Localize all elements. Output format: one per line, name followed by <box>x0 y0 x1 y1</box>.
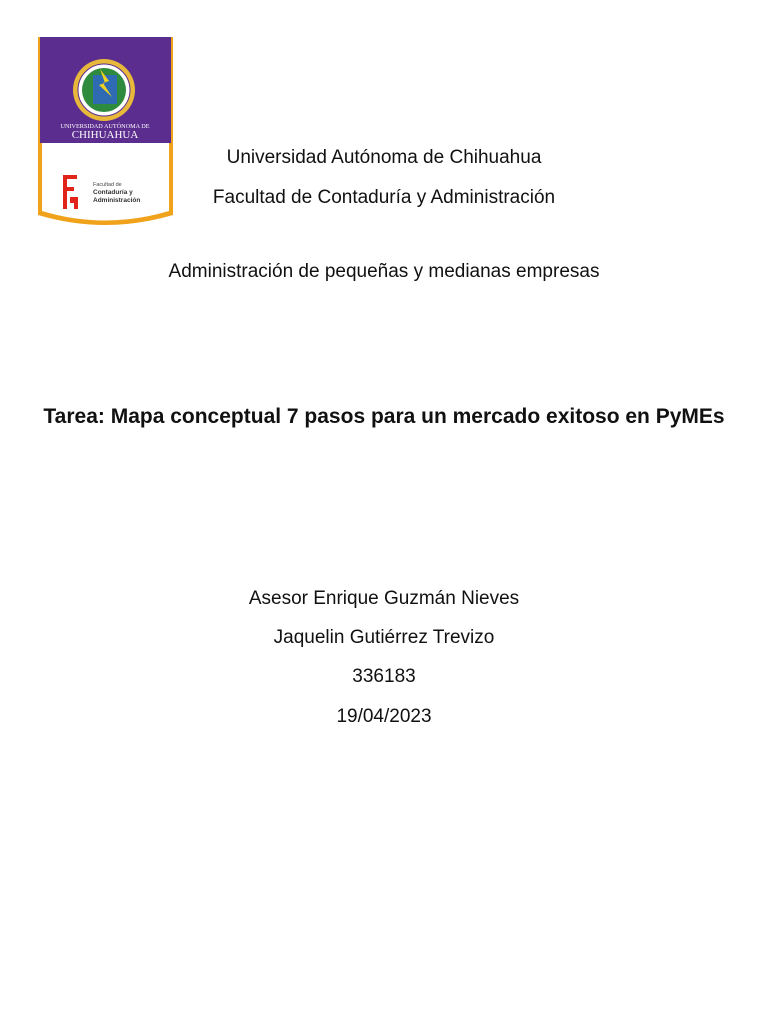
course-name: Administración de pequeñas y medianas empresas <box>168 261 600 282</box>
svg-text:Administración: Administración <box>93 197 141 204</box>
student-id: 336183 <box>352 666 416 687</box>
student-name: Jaquelin Gutiérrez Trevizo <box>273 627 495 648</box>
university-name: Universidad Autónoma de Chihuahua <box>226 147 542 168</box>
advisor-name: Asesor Enrique Guzmán Nieves <box>248 588 520 609</box>
svg-text:CHIHUAHUA: CHIHUAHUA <box>71 129 139 141</box>
university-seal-icon <box>73 59 135 121</box>
svg-text:Facultad de: Facultad de <box>93 182 122 188</box>
faculty-name: Facultad de Contaduría y Administración <box>212 187 556 208</box>
svg-text:UNIVERSIDAD AUTÓNOMA DE: UNIVERSIDAD AUTÓNOMA DE <box>60 123 150 130</box>
assignment-title: Tarea: Mapa conceptual 7 pasos para un mercado exitoso en PyMEs <box>43 405 725 428</box>
svg-text:Contaduría y: Contaduría y <box>93 189 133 196</box>
submission-date: 19/04/2023 <box>336 706 432 727</box>
